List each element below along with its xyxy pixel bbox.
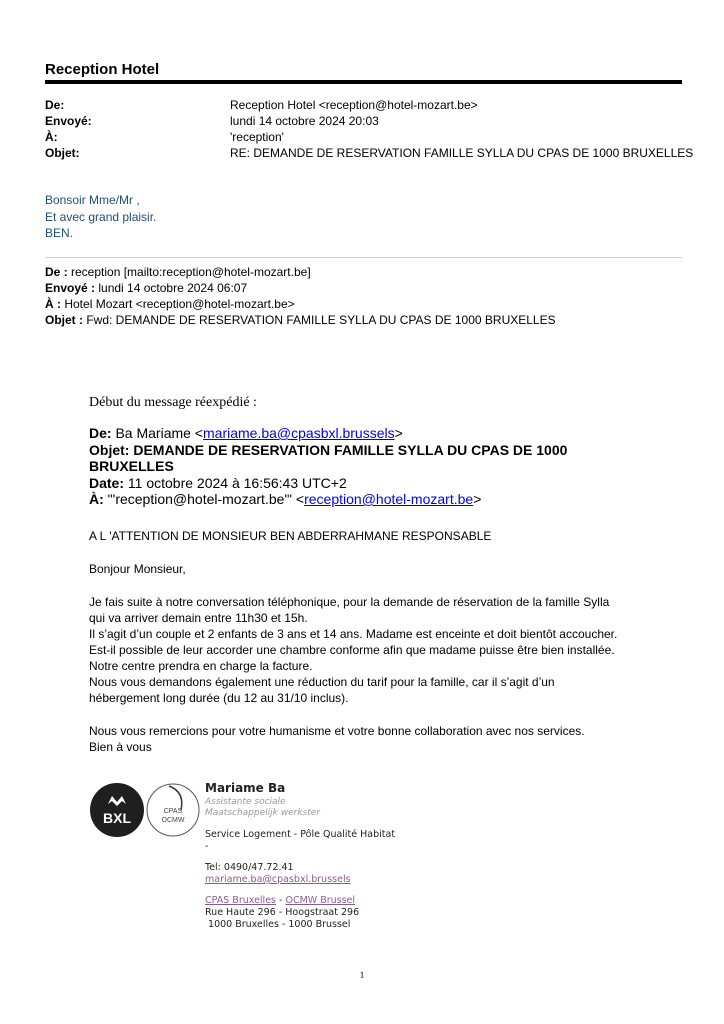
body-attention: A L 'ATTENTION DE MONSIEUR BEN ABDERRAHMANE RESPONSABLE xyxy=(89,529,492,543)
forward-from-value: reception [mailto:reception@hotel-mozart.be] xyxy=(71,265,311,279)
reply-message xyxy=(45,192,156,242)
bxl-cpas-logo xyxy=(89,780,201,840)
forward-subject-value: Fwd: DEMANDE DE RESERVATION FAMILLE SYLLA DU CPAS DE 1000 BRUXELLES xyxy=(86,313,556,327)
original-date-value: 11 octobre 2024 à 16:56:43 UTC+2 xyxy=(127,474,347,491)
body-line: Il s’agit d’un couple et 2 enfants de 3 ans et 14 ans. Madame est enceinte et doit bientôt accoucher. xyxy=(89,627,618,641)
signature-name: Mariame Ba xyxy=(205,781,286,795)
body-line: hébergement long durée (du 12 au 31/10 inclus). xyxy=(89,691,349,705)
reply-line: Bonsoir Mme/Mr , xyxy=(45,193,140,207)
forward-to-value: Hotel Mozart <reception@hotel-mozart.be> xyxy=(64,297,295,311)
body-line: qui va arriver demain entre 11h30 et 15h. xyxy=(89,611,308,625)
forward-sent-label: Envoyé : xyxy=(45,281,96,295)
reply-line: Et avec grand plaisir. xyxy=(45,209,157,224)
signature-address-1: Rue Haute 296 - Hoogstraat 296 xyxy=(205,907,360,918)
header-from-value: Reception Hotel <reception@hotel-mozart.be> xyxy=(230,98,478,112)
body-paragraph xyxy=(89,594,617,706)
signature-org xyxy=(205,895,355,907)
original-to-email-link[interactable]: reception@hotel-mozart.be xyxy=(304,491,474,507)
signature-role-fr: Assistante sociale xyxy=(205,797,286,807)
original-header xyxy=(89,425,649,508)
header-subject-value: RE: DEMANDE DE RESERVATION FAMILLE SYLLA DU CPAS DE 1000 BRUXELLES xyxy=(230,146,694,160)
original-from-close: > xyxy=(394,425,403,441)
signature-service: Service Logement - Pôle Qualité Habitat xyxy=(205,829,396,840)
logo-cpas-text: CPAS xyxy=(163,808,183,815)
forward-header xyxy=(45,264,556,328)
signature-dash: - xyxy=(205,841,209,852)
header-to-row xyxy=(45,129,685,145)
original-to-label: À: xyxy=(89,491,104,507)
forwarded-intro: Début du message réexpédié : xyxy=(89,395,257,410)
header-subject-row xyxy=(45,145,694,161)
header-from-label: De: xyxy=(45,98,65,112)
body-thanks: Nous vous remercions pour votre humanisme et votre bonne collaboration avec nos services. xyxy=(89,724,585,738)
body-closing: Bien à vous xyxy=(89,740,152,754)
title-rule xyxy=(45,80,682,84)
header-sent-label: Envoyé: xyxy=(45,114,92,128)
header-to-label: À: xyxy=(45,130,58,144)
forward-sent-value: lundi 14 octobre 2024 06:07 xyxy=(98,281,248,295)
original-subject-value: DEMANDE DE RESERVATION FAMILLE SYLLA DU CPAS DE 1000 BRUXELLES xyxy=(89,441,568,474)
header-from-row xyxy=(45,97,685,113)
body-line: Est-il possible de leur accorder une chambre conforme afin que madame puisse être bien installée. xyxy=(89,643,615,657)
original-date-label: Date: xyxy=(89,474,125,491)
body-line: Notre centre prendra en charge la facture. xyxy=(89,659,313,673)
header-sent-value: lundi 14 octobre 2024 20:03 xyxy=(230,114,379,128)
header-subject-label: Objet: xyxy=(45,146,80,160)
signature-org-fr-link[interactable]: CPAS Bruxelles xyxy=(205,895,276,906)
logo-ocmw-text: OCMW xyxy=(161,817,185,824)
body-line: Je fais suite à notre conversation téléphonique, pour la demande de réservation de la famille Sylla xyxy=(89,595,610,609)
body-greeting: Bonjour Monsieur, xyxy=(89,562,186,576)
logo-bxl-text: BXL xyxy=(103,810,131,826)
header-to-value: 'reception' xyxy=(230,130,284,144)
forward-to-label: À : xyxy=(45,297,61,311)
signature-address-2: 1000 Bruxelles - 1000 Brussel xyxy=(205,919,351,930)
original-from-name: Ba Mariame < xyxy=(115,425,203,441)
signature-email-wrap xyxy=(205,874,351,886)
signature-org-nl-link[interactable]: OCMW Brussel xyxy=(285,895,356,906)
original-from-email-link[interactable]: mariame.ba@cpasbxl.brussels xyxy=(203,425,395,441)
original-to-name: "'reception@hotel-mozart.be'" < xyxy=(107,491,305,507)
original-to-close: > xyxy=(473,491,482,507)
signature-role-nl: Maatschappelijk werkster xyxy=(205,808,320,818)
body-line: Nous vous demandons également une réduction du tarif pour la famille, car il s’agit d’un xyxy=(89,675,555,689)
original-from-label: De: xyxy=(89,425,112,441)
page-title: Reception Hotel xyxy=(45,61,160,78)
page-number: 1 xyxy=(359,970,365,980)
original-subject-label: Objet: xyxy=(89,441,130,458)
signature-tel: Tel: 0490/47.72.41 xyxy=(205,862,294,873)
header-sent-row xyxy=(45,113,685,129)
separator-rule xyxy=(45,257,682,258)
forward-subject-label: Objet : xyxy=(45,313,83,327)
forward-from-label: De : xyxy=(45,265,68,279)
signature-email-link[interactable]: mariame.ba@cpasbxl.brussels xyxy=(205,874,351,885)
reply-line: BEN. xyxy=(45,226,74,240)
signature-org-sep: - xyxy=(276,895,286,906)
